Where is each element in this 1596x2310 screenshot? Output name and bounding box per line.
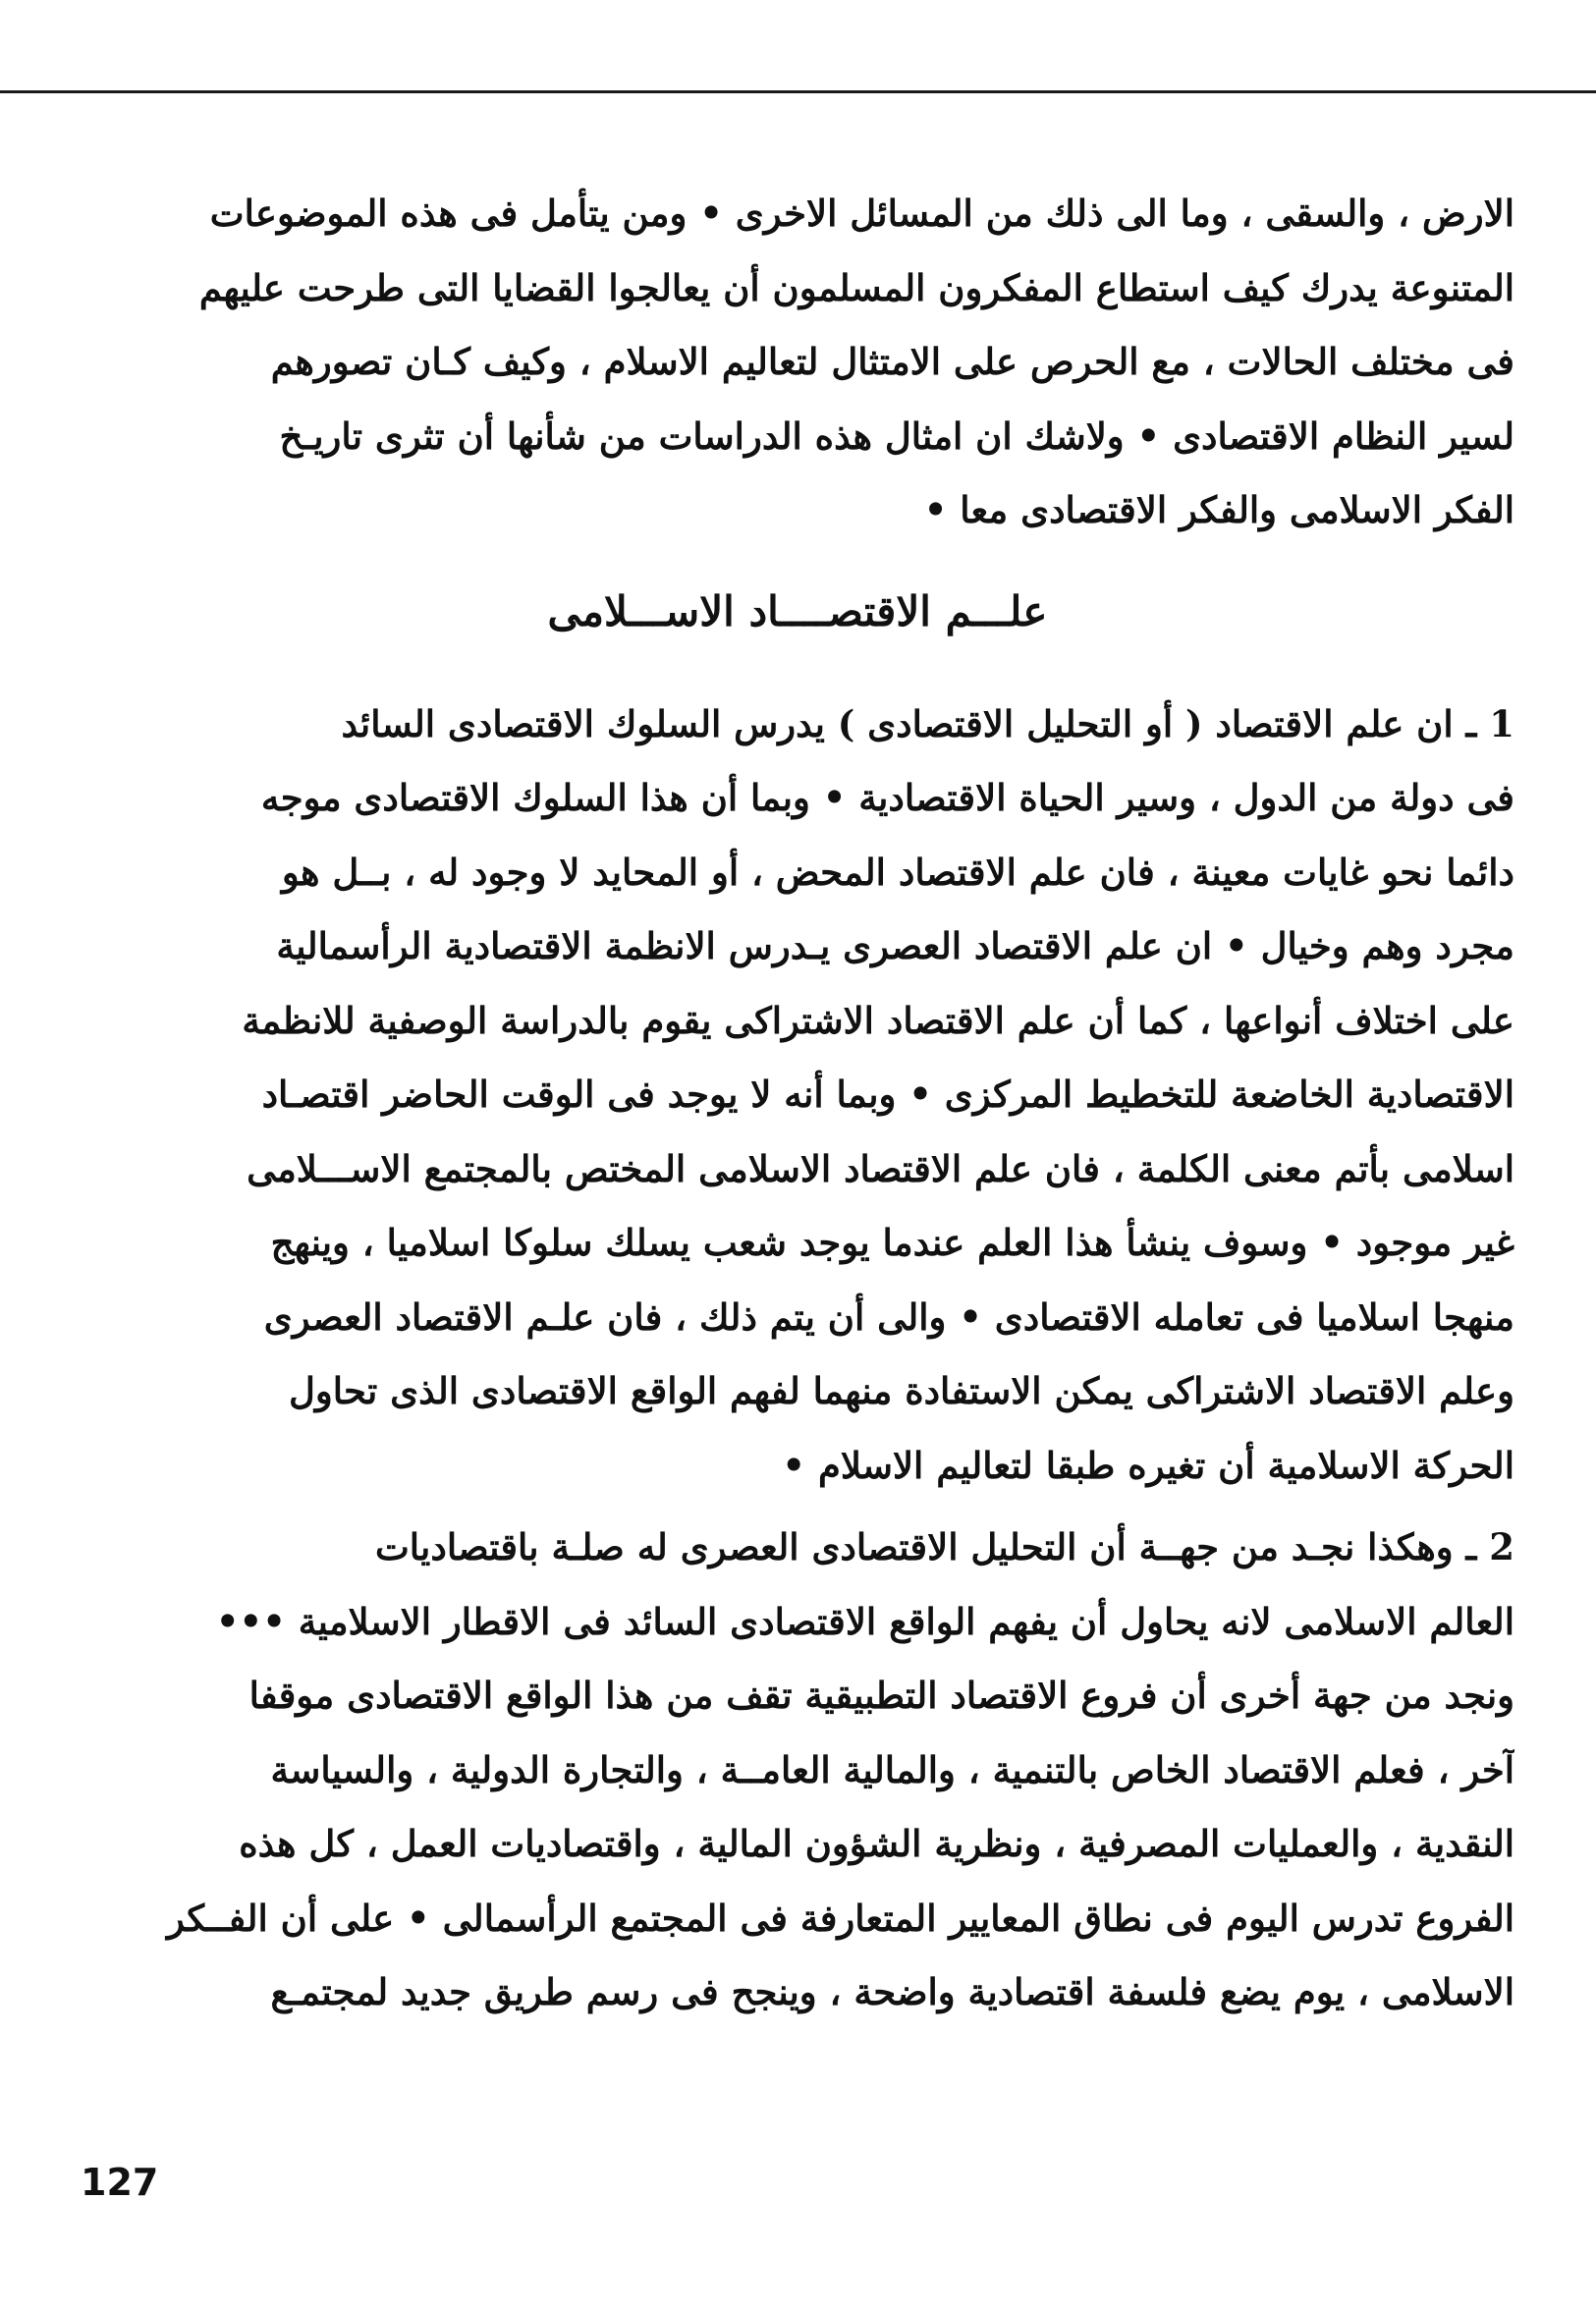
text-line: 2 ـ وهكذا نجـد من جهــة أن التحليل الاقتصادى العصرى له صلـة باقتصاديات [374,1525,1514,1568]
paragraph-1 [81,688,1514,1504]
text-line: لسير النظام الاقتصادى • ولاشك ان امثال هذه الدراسات من شأنها أن تثرى تاريـخ [279,413,1514,458]
text-line: ونجد من جهة أخرى أن فروع الاقتصاد التطبيقية تقف من هذا الواقع الاقتصادى موقفا [248,1674,1514,1717]
text-line: العالم الاسلامى لانه يحاول أن يفهم الواقع الاقتصادى السائد فى الاقطار الاسلامية ••• [215,1599,1514,1643]
text-line: دائما نحو غايات معينة ، فان علم الاقتصاد المحض ، أو المحايد لا وجود له ، بــل هو [281,850,1514,894]
text-line: فى دولة من الدول ، وسير الحياة الاقتصادية • وبما أن هذا السلوك الاقتصادى موجه [260,776,1514,819]
text-line: 1 ـ ان علم الاقتصاد ( أو التحليل الاقتصادى ) يدرس السلوك الاقتصادى السائد [341,701,1514,745]
page-number: 127 [81,2161,159,2204]
text-line: الارض ، والسقى ، وما الى ذلك من المسائل الاخرى • ومن يتأمل فى هذه الموضوعات [209,192,1514,235]
text-line: الحركة الاسلامية أن تغيره طبقا لتعاليم الاسلام • [782,1443,1514,1487]
text-line: الاقتصادية الخاضعة للتخطيط المركزى • وبما أنه لا يوجد فى الوقت الحاضر اقتصـاد [261,1072,1514,1116]
text-line: منهجا اسلاميا فى تعامله الاقتصادى • والى أن يتم ذلك ، فان علـم الاقتصاد العصرى [263,1294,1514,1339]
text-line: فى مختلف الحالات ، مع الحرص على الامتثال لتعاليم الاسلام ، وكيف كـان تصورهم [270,340,1514,383]
text-line: على اختلاف أنواعها ، كما أن علم الاقتصاد الاشتراكى يقوم بالدراسة الوصفية للانظمة [242,998,1514,1042]
text-line: المتنوعة يدرك كيف استطاع المفكرون المسلمون أن يعالجوا القضايا التى طرحت عليهم [198,265,1514,309]
text-line: غير موجود • وسوف ينشأ هذا العلم عندما يوجد شعب يسلك سلوكا اسلاميا ، وينهج [270,1221,1514,1264]
header-rule [0,90,1596,93]
paragraph-2 [81,1511,1514,2030]
text-line: النقدية ، والعمليات المصرفية ، ونظرية الشؤون المالية ، واقتصاديات العمل ، كل هذه [239,1822,1514,1865]
paragraph-gap [81,1503,1514,1511]
text-line: اسلامى بأتم معنى الكلمة ، فان علم الاقتصاد الاسلامى المختص بالمجتمع الاســـلامى [247,1146,1514,1190]
text-line: الفكر الاسلامى والفكر الاقتصادى معا • [923,488,1514,531]
text-line: الاسلامى ، يوم يضع فلسفة اقتصادية واضحة ، وينجح فى رسم طريق جديد لمجتمـع [270,1970,1514,2013]
text-line: وعلم الاقتصاد الاشتراكى يمكن الاستفادة منهما لفهم الواقع الاقتصادى الذى تحاول [289,1369,1514,1412]
text-line: آخر ، فعلم الاقتصاد الخاص بالتنمية ، والمالية العامــة ، والتجارة الدولية ، والسياسة [270,1747,1514,1791]
section-heading: علـــم الاقتصــــاد الاســـلامى [547,586,1048,635]
intro-paragraph [81,177,1514,548]
text-line: مجرد وهم وخيال • ان علم الاقتصاد العصرى يـدرس الانظمة الاقتصادية الرأسمالية [276,924,1514,967]
text-line: الفروع تدرس اليوم فى نطاق المعايير المتعارفة فى المجتمع الرأسمالى • على أن الفــكر [167,1896,1514,1940]
page-text [81,177,1514,2030]
